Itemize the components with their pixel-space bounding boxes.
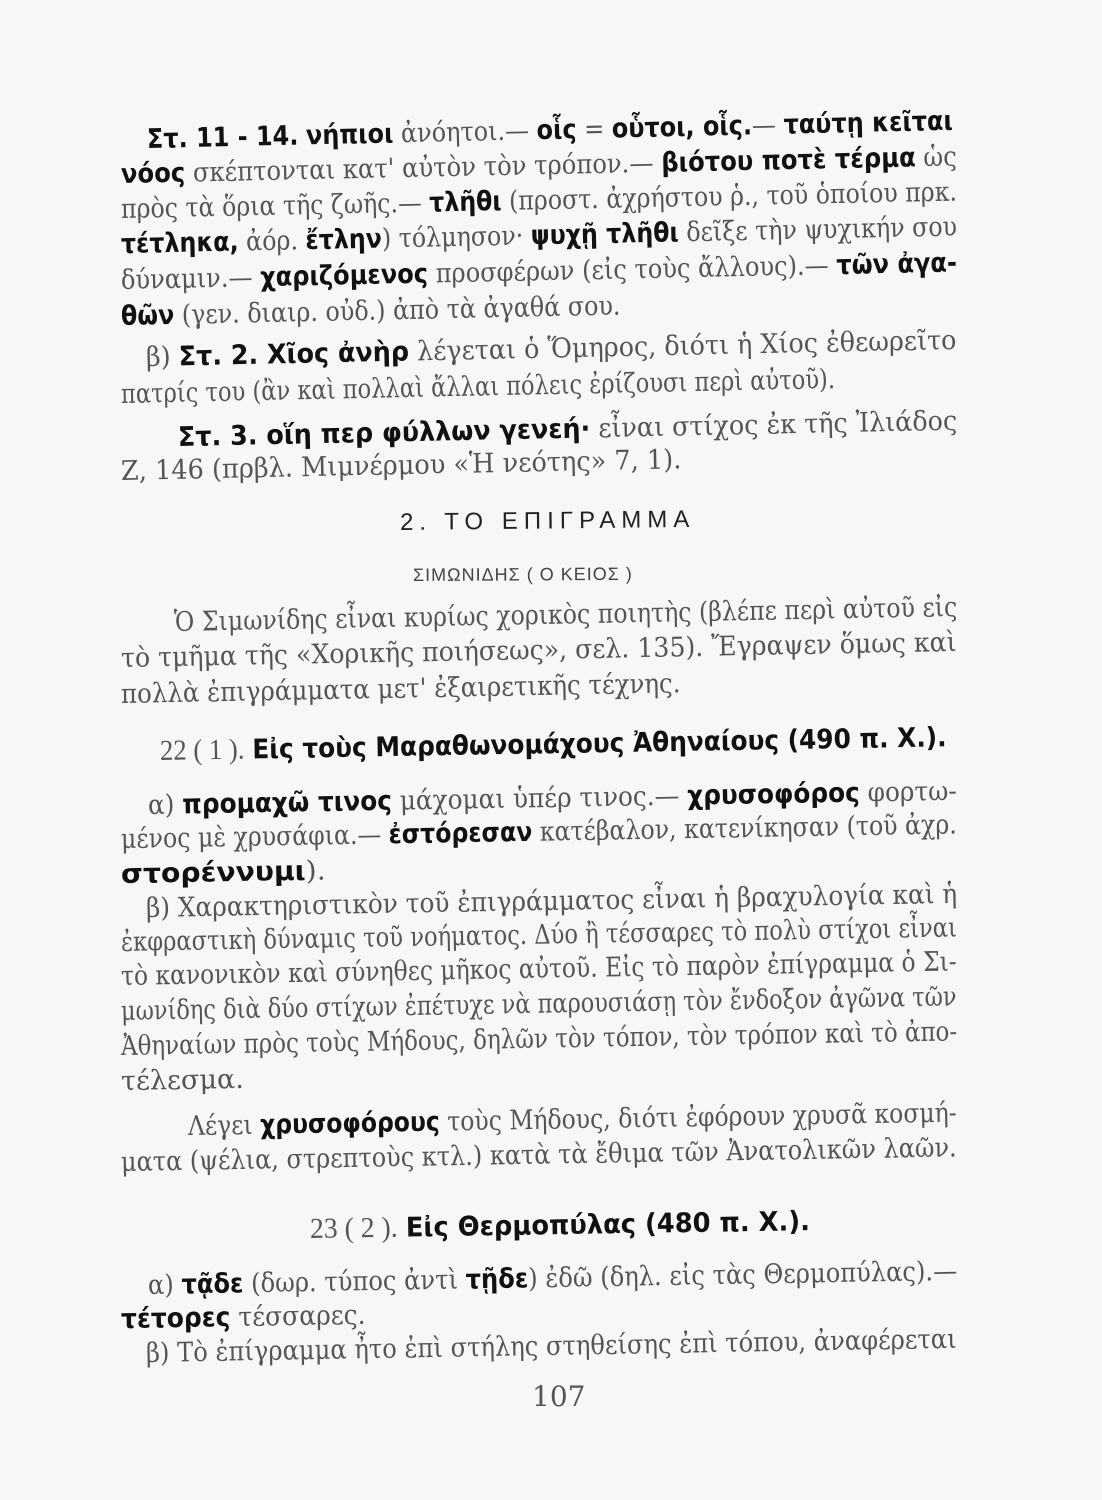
gloss: προσφέρων (εἰς τοὺς ἄλλους).— bbox=[427, 250, 837, 290]
gloss: ἀνόητοι.— bbox=[392, 115, 537, 150]
lemma: ἔτλην bbox=[305, 223, 383, 257]
gloss: δύναμιν.— bbox=[120, 262, 261, 296]
intro-line-3: πολλὰ ἐπιγράμματα μετ' ἐξαιρετικῆς τέχνης. bbox=[120, 668, 681, 710]
lemma: ταύτῃ κεῖται bbox=[783, 105, 954, 141]
gloss: (προστ. ἀχρήστου ῥ., τοῦ ὁποίου πρκ. bbox=[501, 176, 958, 218]
gloss: κατέβαλον, κατενίκησαν (τοῦ ἀχρ. bbox=[532, 809, 957, 848]
lemma: στορέννυμι bbox=[120, 855, 306, 890]
epigram-23-title bbox=[310, 1204, 810, 1247]
ep23-line-b1: β) Τὸ ἐπίγραμμα ἦτο ἐπὶ στήλης στηθείσης ἐπὶ τόπου, ἀναφέρεται bbox=[145, 1323, 957, 1369]
lemma: τέτληκα, bbox=[120, 226, 239, 260]
gloss: (γεν. διαιρ. οὐδ.) ἀπὸ τὰ ἀγαθά σου. bbox=[173, 290, 621, 331]
gloss: τέσσαρες. bbox=[230, 1299, 366, 1334]
lemma: τῇδε bbox=[465, 1263, 529, 1296]
lemma: ἐστόρεσαν bbox=[388, 816, 533, 851]
ep22-line-c2: ματα (ψέλια, στρεπτοὺς κτλ.) κατὰ τὰ ἔθιμα τῶν Ἀνατολικῶν λαῶν. bbox=[120, 1132, 957, 1178]
lemma: Στ. 2. Χῖος ἀνὴρ bbox=[178, 336, 410, 373]
lemma: νόος bbox=[120, 157, 186, 190]
gloss: α) bbox=[147, 789, 183, 821]
lemma: νήπιοι bbox=[305, 118, 394, 152]
gloss: ). bbox=[305, 855, 326, 887]
lemma: χαριζόμενος bbox=[259, 258, 429, 294]
lemma: τέτορες bbox=[120, 1302, 231, 1335]
epigram-title: Εἰς Θερμοπύλας (480 π. Χ.). bbox=[405, 1206, 811, 1244]
epigram-title: Εἰς τοὺς Μαραθωνομάχους Ἀθηναίους (490 π. Χ.). bbox=[252, 722, 947, 766]
gloss: φορτω- bbox=[859, 775, 957, 809]
ep22-line-b6: τέλεσμα. bbox=[120, 1063, 245, 1097]
lemma: ψυχῇ τλῆθι bbox=[530, 217, 680, 252]
verse-ref: Στ. 11 - 14. bbox=[146, 120, 299, 155]
gloss: α) bbox=[147, 1269, 182, 1301]
intro-line-1: Ὁ Σιμωνίδης εἶναι κυρίως χορικὸς ποιητὴς (βλέπε περὶ αὐτοῦ εἰς bbox=[173, 591, 958, 638]
note-line-7 bbox=[146, 324, 957, 375]
gloss: — bbox=[751, 109, 784, 142]
lemma: οἷς bbox=[536, 114, 577, 147]
lemma: θῶν bbox=[120, 299, 175, 332]
ep22-line-b1: β) Χαρακτηριστικὸν τοῦ ἐπιγράμματος εἶναι ἡ βραχυλογία καὶ ἡ bbox=[145, 878, 958, 924]
lemma: τῶν ἀγα- bbox=[835, 247, 958, 282]
gloss: μένος μὲ χρυσάφια.— bbox=[120, 819, 389, 855]
note-line-10: Ζ, 146 (πρβλ. Μιμνέρμου «Ἡ νεότης» 7, 1). bbox=[120, 444, 682, 487]
ep22-line-b5: Ἀθηναίων πρὸς τοὺς Μήδους, δηλῶν τὸν τόπον, τὸν τρόπον καὶ τὸ ἀπο- bbox=[120, 1016, 958, 1062]
epigram-number: 23 ( 2 ). bbox=[309, 1211, 398, 1245]
lemma: τλῆθι bbox=[428, 186, 502, 219]
ep22-line-b2: ἐκφραστικὴ δύναμις τοῦ νοήματος. Δύο ἢ τέσσαρες τὸ πολὺ στίχοι εἶναι bbox=[120, 912, 958, 958]
gloss: εἶναι στίχος ἐκ τῆς Ἰλιάδος bbox=[589, 405, 958, 445]
lemma: Στ. 3. οἵη περ φύλλων γενεή· bbox=[177, 413, 591, 453]
gloss: (δωρ. τύπος ἀντὶ bbox=[243, 1264, 466, 1300]
gloss: τοὺς Μήδους, διότι ἐφόρουν χρυσᾶ κοσμή- bbox=[439, 1097, 957, 1138]
note-line-8: πατρίς του (ἂν καὶ πολλαὶ ἄλλαι πόλεις ἐρίζουσι περὶ αὐτοῦ). bbox=[120, 364, 836, 410]
epigram-number: 22 ( 1 ). bbox=[159, 733, 245, 767]
gloss: ἀόρ. bbox=[238, 225, 306, 258]
ep22-line-b3: τὸ κανονικὸν καὶ σύνηθες μῆκος αὐτοῦ. Εἰς τὸ παρὸν ἐπίγραμμα ὁ Σι- bbox=[120, 946, 957, 992]
lemma: χρυσοφόρους bbox=[259, 1106, 441, 1141]
lemma: χρυσοφόρος bbox=[686, 777, 861, 812]
author-heading: ΣΙΜΩΝΙΔΗΣ ( Ο ΚΕΙΟΣ ) bbox=[412, 563, 633, 585]
gloss: ) τόλμησον· bbox=[381, 220, 532, 255]
gloss: Λέγει bbox=[187, 1109, 261, 1142]
ep23-line-a2 bbox=[121, 1299, 366, 1337]
page-number: 107 bbox=[532, 1380, 586, 1413]
gloss: ὡς bbox=[915, 141, 958, 174]
gloss: = bbox=[576, 113, 613, 146]
lemma: προμαχῶ τινος bbox=[181, 785, 393, 821]
lemma: βιότου ποτὲ τέρμα bbox=[660, 142, 917, 179]
gloss: μάχομαι ὑπέρ τινος.— bbox=[391, 780, 688, 817]
gloss: δεῖξε τὴν ψυχικήν σου bbox=[678, 211, 958, 249]
section-heading: 2. ΤΟ ΕΠΙΓΡΑΜΜΑ bbox=[399, 505, 696, 536]
lemma: τᾷδε bbox=[181, 1268, 244, 1301]
gloss: σκέπτονται κατ' αὐτὸν τὸν τρόπον.— bbox=[184, 147, 662, 189]
intro-line-2: τὸ τμῆμα τῆς «Χορικῆς ποιήσεως», σελ. 135). Ἔγραψεν ὅμως καὶ bbox=[120, 626, 957, 674]
ep22-line-b4: μωνίδης διὰ δύο στίχων ἐπέτυχε νὰ παρουσιάσῃ τὸν ἔνδοξον ἀγῶνα τῶν bbox=[120, 981, 957, 1027]
ep22-line-a3 bbox=[121, 854, 326, 892]
gloss: πρὸς τὰ ὅρια τῆς ζωῆς.— bbox=[120, 187, 430, 225]
gloss: λέγεται ὁ Ὅμηρος, διότι ἡ Χίος ἐθεωρεῖτο bbox=[408, 325, 957, 368]
lemma: οὗτοι, οἷς. bbox=[611, 110, 753, 145]
gloss: ) ἐδῶ (δηλ. εἰς τὰς Θερμοπύλας).— bbox=[527, 1255, 958, 1295]
gloss: β) bbox=[145, 341, 180, 373]
epigram-22-title bbox=[160, 720, 947, 769]
ep23-line-a1 bbox=[148, 1255, 958, 1303]
